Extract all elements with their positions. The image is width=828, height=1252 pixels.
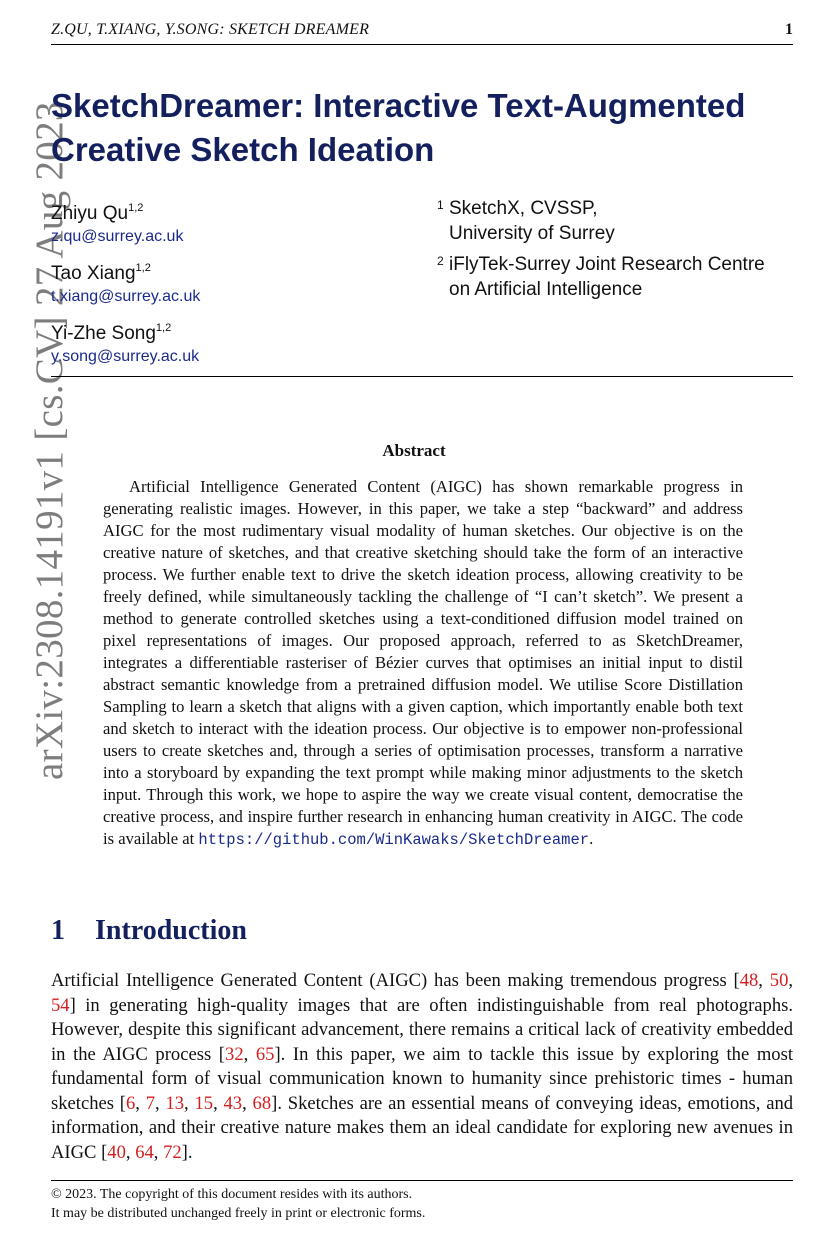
author-name: Zhiyu Qu [51, 203, 129, 224]
author-3 [51, 316, 200, 368]
paper-title [51, 84, 811, 172]
citation-link[interactable]: 40 [107, 1141, 126, 1163]
page-number: 1 [785, 21, 793, 38]
affiliation-line: SketchX, CVSSP, [449, 198, 598, 219]
citation-link[interactable]: 65 [255, 1043, 275, 1065]
citation-link[interactable]: 54 [51, 994, 70, 1016]
arxiv-stamp: arXiv:2308.14191v1 [cs.CV] 27 Aug 2023 [28, 101, 71, 780]
citation-link[interactable]: 48 [739, 970, 759, 991]
affiliation-2 [437, 252, 765, 302]
author-list [51, 196, 200, 376]
citation-link[interactable]: 72 [163, 1141, 182, 1163]
author-affiliation-mark: 1,2 [128, 202, 144, 214]
affiliation-line: University of Surrey [449, 223, 615, 244]
code-repository-link[interactable]: https://github.com/WinKawaks/SketchDreamer [198, 831, 590, 849]
author-name: Yi-Zhe Song [51, 323, 156, 344]
affiliation-list [437, 196, 765, 308]
citation-link[interactable]: 13 [165, 1092, 185, 1114]
introduction-paragraph: Artificial Intelligence Generated Content (AIGC) has been making tremendous progress [48, 50, 54] in generating high-quality images that are often indistinguishable from real photographs. However, despite this significant advancement, there remains a critical lack of creativity embedded in the AIGC process [32, 65]. In this paper, we aim to tackle this issue by exploring the most fundamental form of visual communication known to humanity since prehistoric times - human sketches [6, 7, 13, 15, 43, 68]. Sketches are an essential means of conveying ideas, emotions, and information, and their creative nature makes them an ideal candidate for exploring new avenues in AIGC [40, 64, 72]. [51, 970, 794, 1163]
running-header [51, 20, 793, 45]
affiliation-line: iFlyTek-Surrey Joint Research Centre [449, 254, 765, 275]
citation-link[interactable]: 15 [194, 1092, 214, 1114]
abstract-heading: Abstract [382, 441, 446, 460]
citation-link[interactable]: 43 [223, 1092, 243, 1114]
section-number: 1 [51, 915, 65, 946]
affiliation-number: 1 [437, 198, 444, 212]
author-affiliation-mark: 1,2 [155, 322, 172, 334]
title-divider [51, 376, 793, 377]
citation-link[interactable]: 6 [125, 1092, 136, 1114]
author-email-link[interactable]: y.song@surrey.ac.uk [51, 348, 200, 365]
author-1 [51, 196, 200, 248]
section-heading [51, 915, 247, 947]
distribution-line: It may be distributed unchanged freely in print or electronic forms. [51, 1206, 426, 1221]
citation-link[interactable]: 50 [769, 970, 789, 991]
copyright-line: © 2023. The copyright of this document resides with its authors. [51, 1187, 413, 1202]
affiliation-line: on Artificial Intelligence [449, 279, 643, 300]
title-line-1: SketchDreamer: Interactive Text-Augmented [51, 87, 746, 124]
citation-link[interactable]: 32 [225, 1043, 244, 1065]
affiliation-number: 2 [437, 254, 444, 268]
citation-link[interactable]: 7 [145, 1092, 155, 1114]
author-2 [51, 256, 200, 308]
abstract-text: Artificial Intelligence Generated Content (AIGC) has shown remarkable progress in generating realistic images. However, in this paper, we take a step “backward” and address AIGC for the most rudimentary visual modality of human sketches. Our objective is on the creative nature of sketches, and that creative sketching should take the form of an interactive process. We further enable text to drive the sketch ideation process, allowing creativity to be freely defined, while simultaneously tackling the challenge of “I can’t sketch”. We present a method to generate controlled sketches using a text-conditioned diffusion model trained on pixel representations of images. Our proposed approach, referred to as SketchDreamer, integrates a differentiable rasteriser of Bézier curves that optimises an initial input to distil abstract semantic knowledge from a pretrained diffusion model. We utilise Score Distillation Sampling to learn a sketch that aligns with a given caption, which importantly enable both text and sketch to interact with the ideation process. Our objective is to empower non-professional users to create sketches and, through a series of optimisation processes, transform a narrative into a storyboard by expanding the text prompt while making minor adjustments to the sketch input. Through this work, we hope to aspire the way we create visual content, democratise the creative process, and inspire further research in enhancing human creativity in AIGC. The code is available at https://github.com/WinKawaks/SketchDreamer. [103, 477, 743, 849]
copyright-footer [51, 1185, 425, 1223]
citation-link[interactable]: 68 [252, 1092, 272, 1114]
abstract-paragraph: Artificial Intelligence Generated Content (AIGC) has shown remarkable progress in generating realistic images. However, in this paper, we take a step “backward” and address AIGC for the most rudimentary visual modality of human sketches. Our objective is on the creative nature of sketches, and that creative sketching should take the form of an interactive process. We further enable text to drive the sketch ideation process, allowing creativity to be freely defined, while simultaneously tackling the challenge of “I can’t sketch”. We present a method to generate controlled sketches using a text-conditioned diffusion model trained on pixel representations of images. Our proposed approach, referred to as SketchDreamer, integrates a differentiable rasteriser of Bézier curves that optimises an initial input to distil abstract semantic knowledge from a pretrained diffusion model. We utilise Score Distillation Sampling to learn a sketch that aligns with a given caption, which importantly enable both text and sketch to interact with the ideation process. Our objective is to empower non-professional users to create sketches and, through a series of optimisation processes, transform a narrative into a storyboard by expanding the text prompt while making minor adjustments to the sketch input. Through this work, we hope to aspire the way we create visual content, democratise the creative process, and inspire further research in enhancing human creativity in AIGC. The code is available at [103, 477, 743, 848]
running-title: Z.QU, T.XIANG, Y.SONG: SKETCH DREAMER [51, 21, 370, 38]
author-affiliation-mark: 1,2 [135, 262, 151, 274]
citation-link[interactable]: 64 [135, 1141, 154, 1163]
author-name: Tao Xiang [51, 263, 136, 284]
affiliation-1 [437, 196, 765, 246]
author-email-link[interactable]: t.xiang@surrey.ac.uk [51, 288, 201, 305]
footer-divider [51, 1180, 793, 1181]
author-email-link[interactable]: z.qu@surrey.ac.uk [51, 228, 184, 245]
section-title: Introduction [95, 915, 247, 946]
title-line-2: Creative Sketch Ideation [51, 131, 435, 168]
